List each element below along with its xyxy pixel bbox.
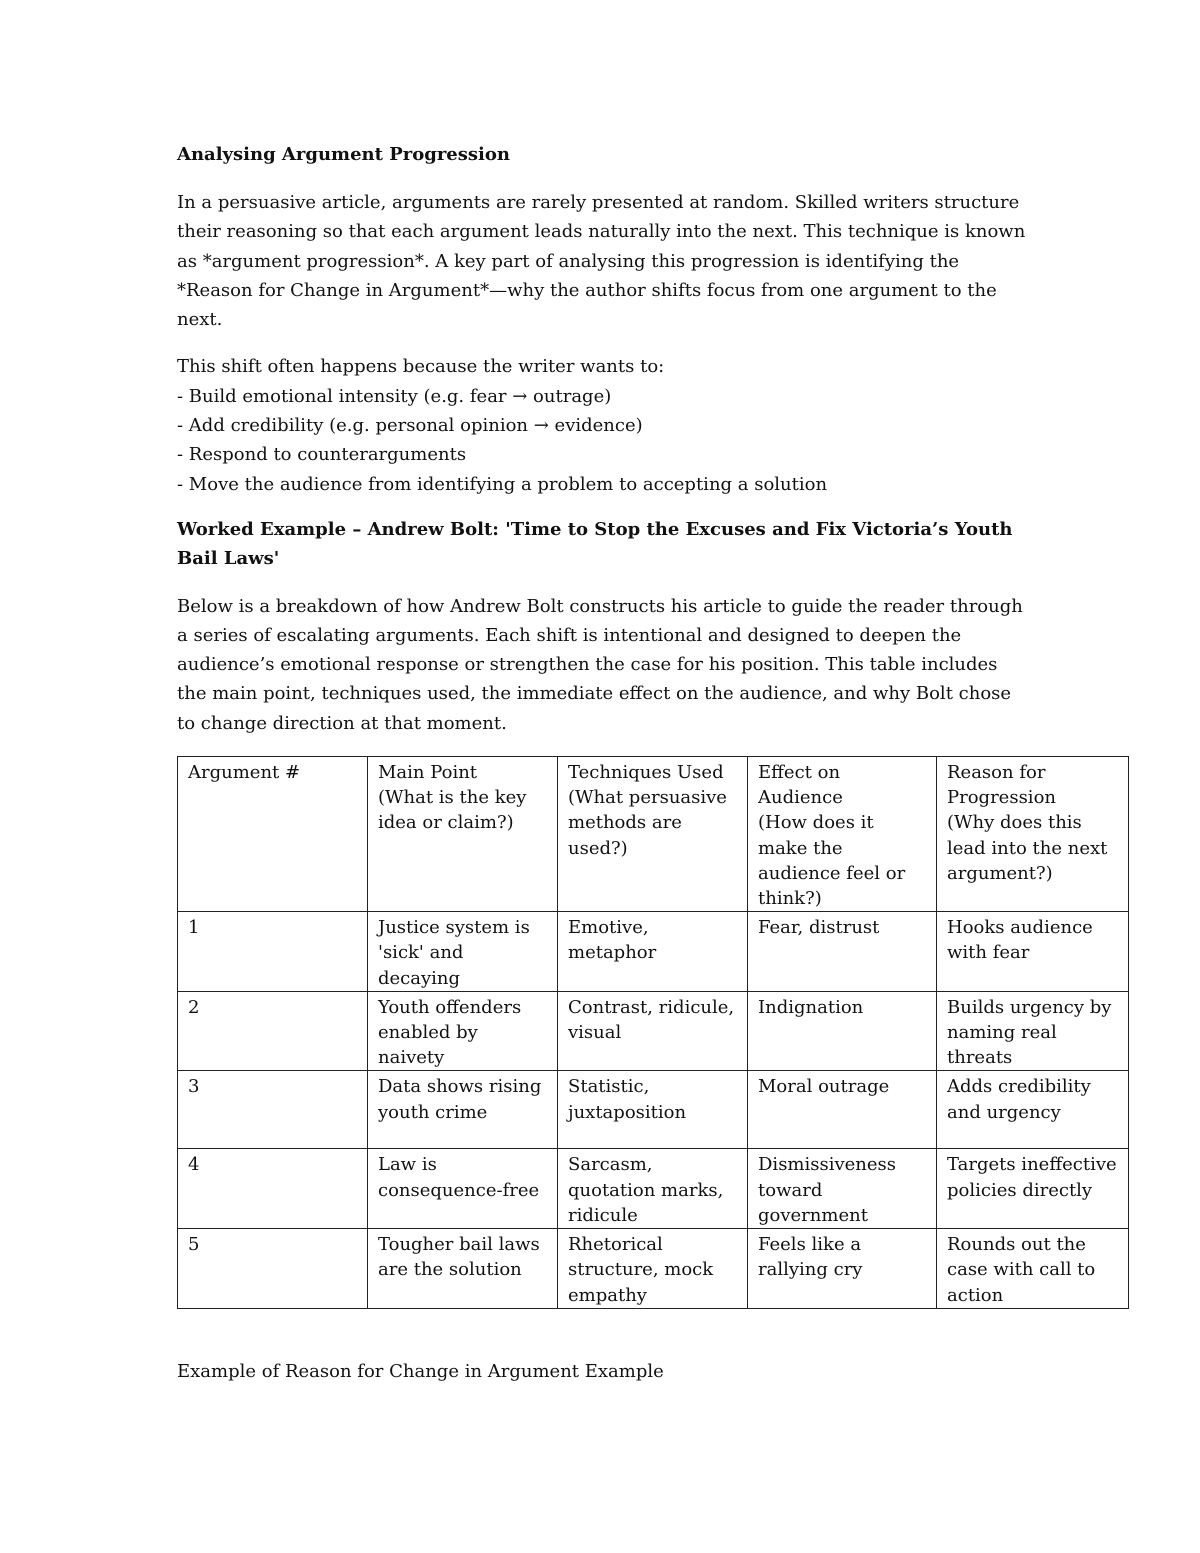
table-cell: Contrast, ridicule, visual	[558, 991, 748, 1071]
list-item: - Respond to counterarguments	[177, 444, 467, 466]
table-cell: Targets ineffective policies directly	[937, 1149, 1129, 1229]
table-cell: Law is consequence-free	[368, 1149, 558, 1229]
table-cell: Sarcasm, quotation marks, ridicule	[558, 1149, 748, 1229]
table-cell: Adds credibility and urgency	[937, 1071, 1129, 1149]
table-cell: 1	[178, 912, 368, 992]
table-row	[178, 912, 1129, 992]
header-cell-effect: Effect on Audience (How does it make the audience feel or think?)	[748, 757, 937, 912]
argument-table	[177, 756, 1129, 1309]
table-cell: 2	[178, 991, 368, 1071]
table-cell: Fear, distrust	[748, 912, 937, 992]
table-cell: Tougher bail laws are the solution	[368, 1229, 558, 1309]
table-header-row	[178, 757, 1129, 912]
table-row	[178, 1149, 1129, 1229]
table-cell: Builds urgency by naming real threats	[937, 991, 1129, 1071]
table-cell: Youth offenders enabled by naivety	[368, 991, 558, 1071]
header-cell-reason: Reason for Progression (Why does this lead into the next argument?)	[937, 757, 1129, 912]
table-cell: Data shows rising youth crime	[368, 1071, 558, 1149]
document-page	[177, 140, 1117, 1386]
header-cell-argument: Argument #	[178, 757, 368, 912]
header-cell-techniques: Techniques Used (What persuasive methods are used?)	[558, 757, 748, 912]
table-cell: Rounds out the case with call to action	[937, 1229, 1129, 1309]
list-item: - Build emotional intensity (e.g. fear → outrage)	[177, 385, 612, 407]
table-cell: Hooks audience with fear	[937, 912, 1129, 992]
table-cell: 3	[178, 1071, 368, 1149]
worked-example-heading: Worked Example – Andrew Bolt: 'Time to Stop the Excuses and Fix Victoria’s Youth Bail Laws'	[177, 518, 1013, 570]
list-item: - Add credibility (e.g. personal opinion → evidence)	[177, 415, 643, 437]
table-cell: Feels like a rallying cry	[748, 1229, 937, 1309]
table-cell: Statistic, juxtaposition	[558, 1071, 748, 1149]
list-item: - Move the audience from identifying a problem to accepting a solution	[177, 473, 828, 495]
table-cell: 5	[178, 1229, 368, 1309]
list-intro: This shift often happens because the writer wants to:	[177, 356, 665, 378]
table-cell: Rhetorical structure, mock empathy	[558, 1229, 748, 1309]
footer-caption: Example of Reason for Change in Argument Example	[177, 1360, 664, 1382]
breakdown-paragraph: Below is a breakdown of how Andrew Bolt constructs his article to guide the reader through a series of escalating arguments. Each shift is intentional and designed to deepen the audience’s emotional response or strengthen the case for his position. This table includes the main point, techniques used, the immediate effect on the audience, and why Bolt chose to change direction at that moment.	[177, 595, 1023, 734]
table-cell: Indignation	[748, 991, 937, 1071]
reasons-list	[177, 352, 1027, 498]
header-cell-main-point: Main Point (What is the key idea or claim?)	[368, 757, 558, 912]
table-row	[178, 1071, 1129, 1149]
table-cell: Justice system is 'sick' and decaying	[368, 912, 558, 992]
table-row	[178, 1229, 1129, 1309]
document-title: Analysing Argument Progression	[177, 144, 510, 165]
table-cell: Moral outrage	[748, 1071, 937, 1149]
table-cell: Emotive, metaphor	[558, 912, 748, 992]
intro-paragraph: In a persuasive article, arguments are rarely presented at random. Skilled writers structure their reasoning so that each argument leads naturally into the next. This technique is known as *argument progression*. A key part of analysing this progression is identifying the *Reason for Change in Argument*—why the author shifts focus from one argument to the next.	[177, 192, 1026, 331]
table-row	[178, 991, 1129, 1071]
table-cell: 4	[178, 1149, 368, 1229]
table-cell: Dismissiveness toward government	[748, 1149, 937, 1229]
